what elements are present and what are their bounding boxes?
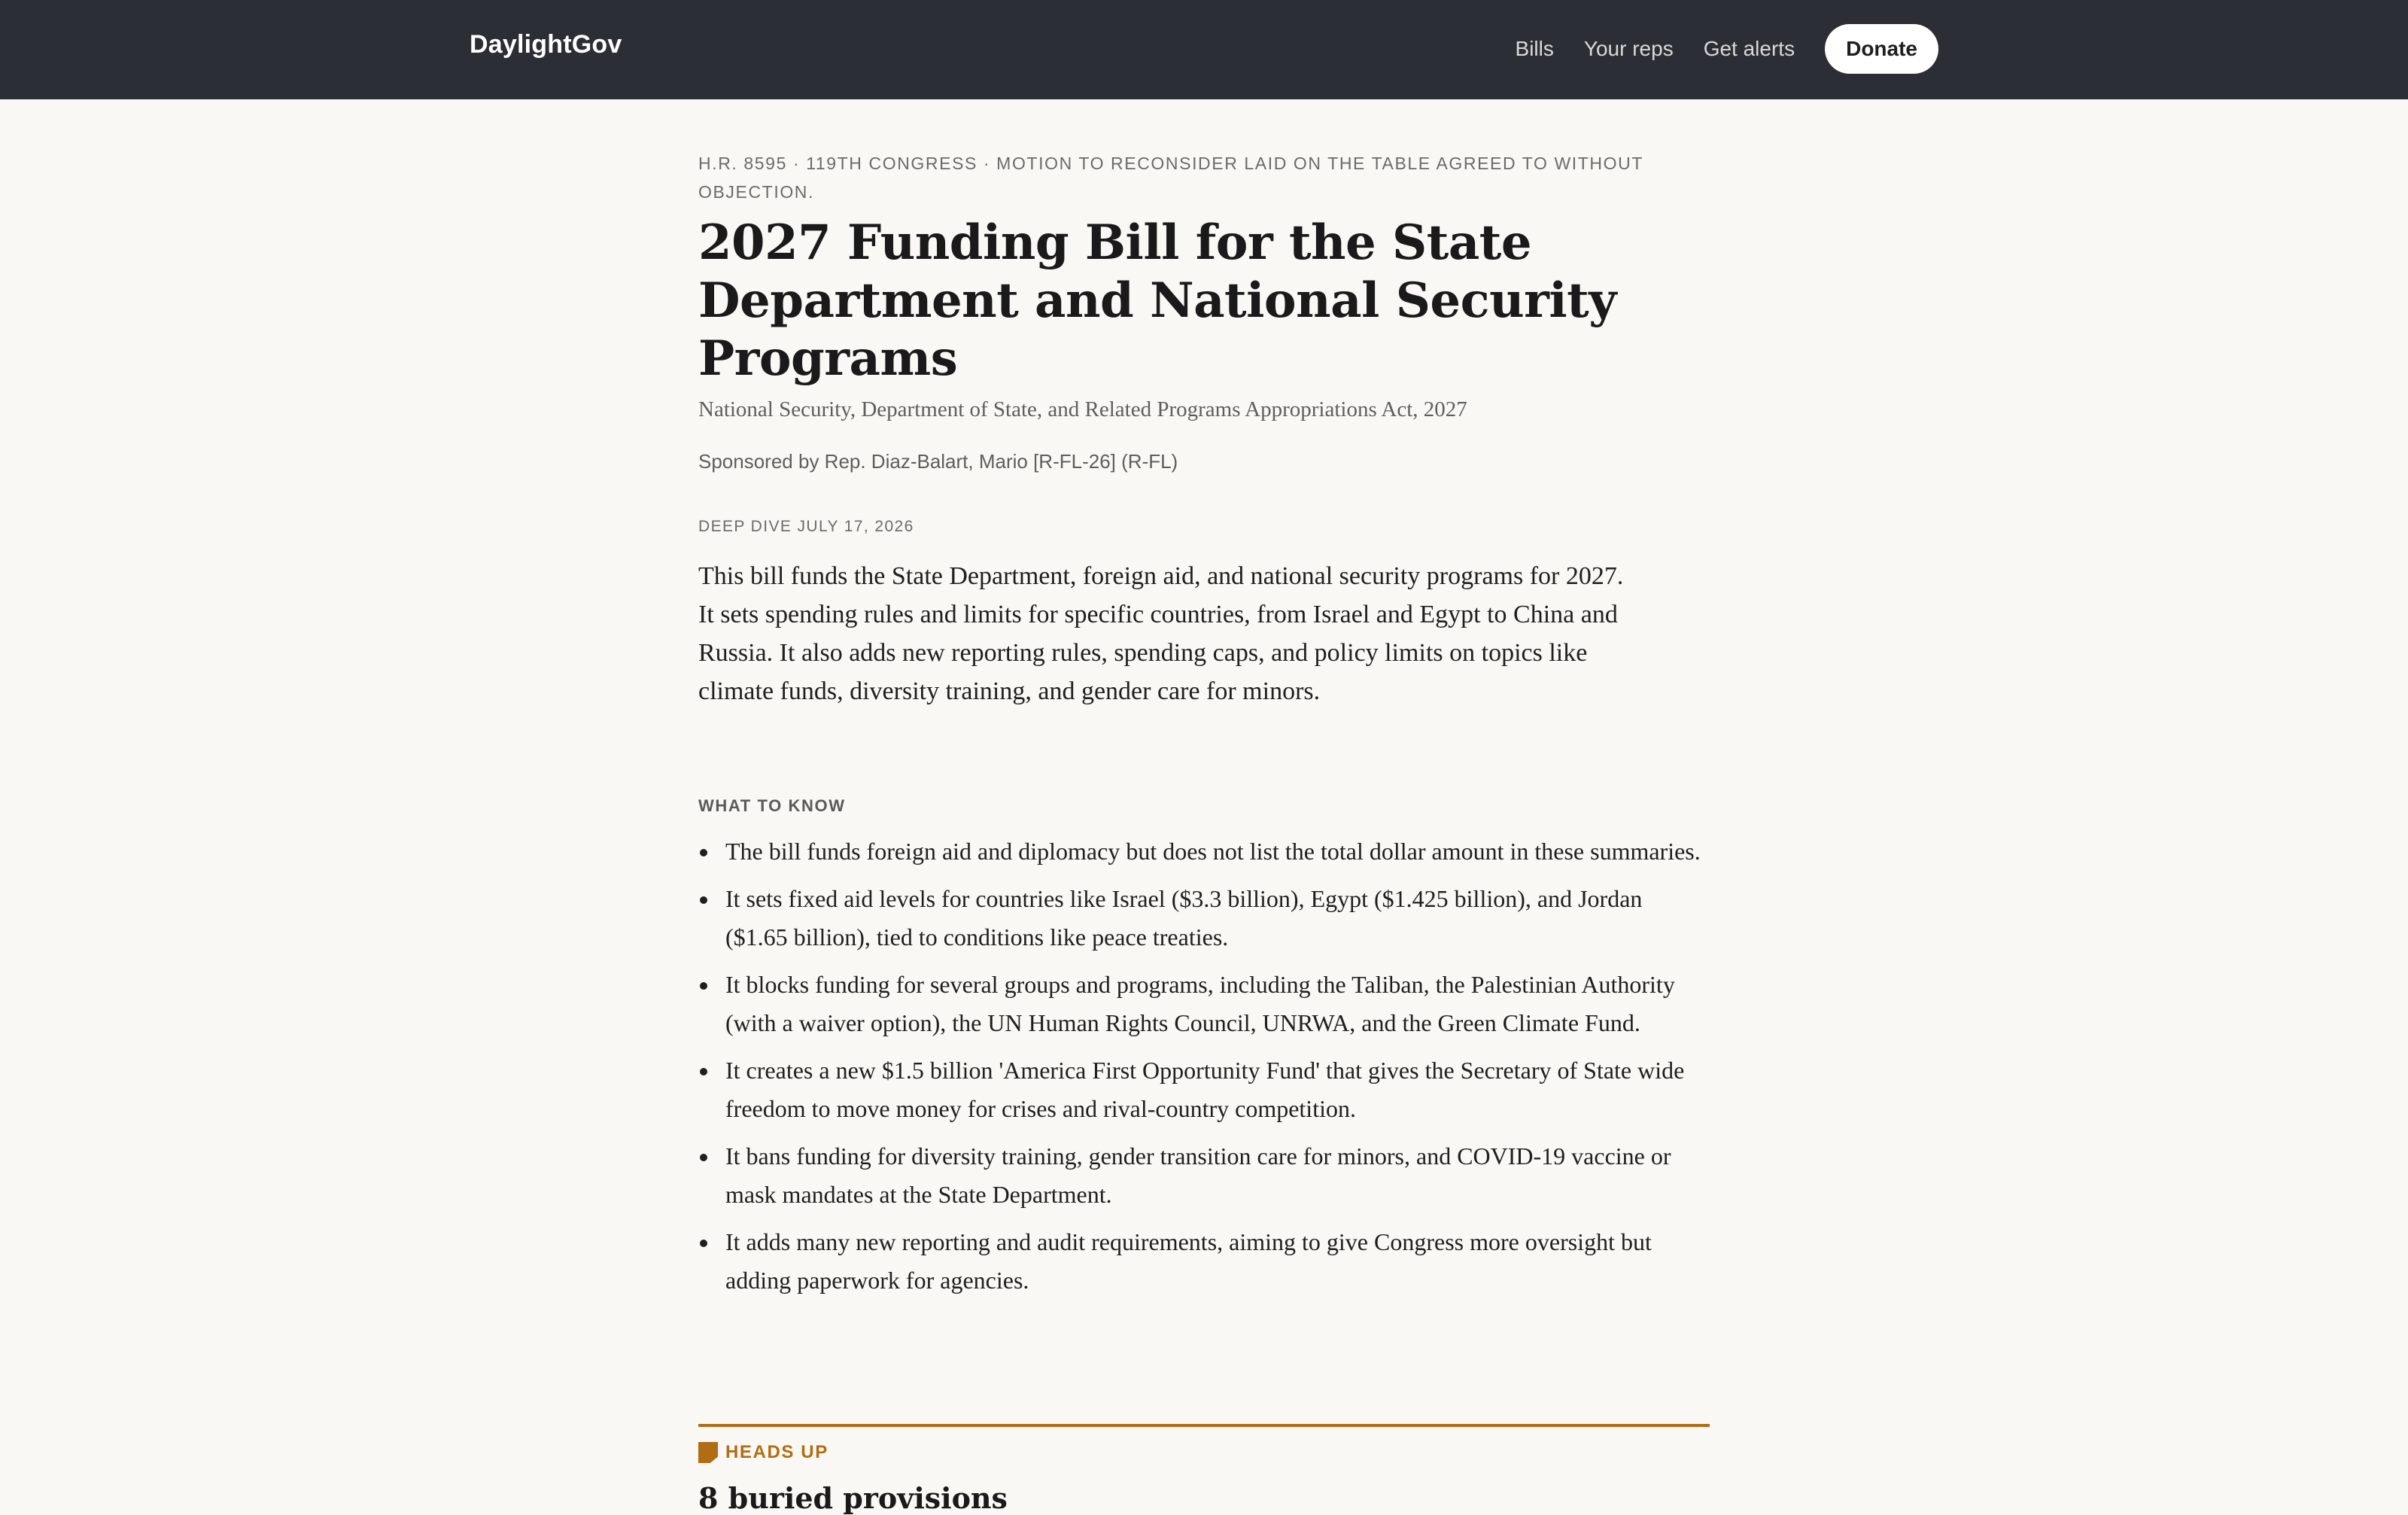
nav-link-bills[interactable]: Bills: [1515, 37, 1554, 60]
list-item: It creates a new $1.5 billion 'America First Opportunity Fund' that gives the Secretary of State wide freedom to move money for crises and rival-country competition.: [698, 1051, 1710, 1128]
top-navigation-bar: [0, 0, 2408, 99]
deep-dive-date: DEEP DIVE JULY 17, 2026: [698, 518, 914, 535]
bill-meta: H.R. 8595 · 119TH CONGRESS · MOTION TO RECONSIDER LAID ON THE TABLE AGREED TO WITHOUT OBJECTION.: [698, 154, 1643, 202]
heads-up-divider: [698, 1424, 1710, 1427]
list-item: It blocks funding for several groups and programs, including the Taliban, the Palestinian Authority (with a waiver option), the UN Human Rights Council, UNRWA, and the Green Climate Fund.: [698, 966, 1710, 1042]
main-nav: [1485, 24, 1938, 74]
nav-link-your-reps[interactable]: Your reps: [1583, 37, 1674, 60]
heads-up-label: [698, 1442, 829, 1463]
list-item: It adds many new reporting and audit requirements, aiming to give Congress more oversight but adding paperwork for agencies.: [698, 1223, 1710, 1300]
heads-up-text: HEADS UP: [725, 1442, 829, 1462]
official-title: National Security, Department of State, and Related Programs Appropriations Act, 2027: [698, 397, 1467, 421]
list-item: It bans funding for diversity training, gender transition care for minors, and COVID-19 vaccine or mask mandates at the State Department.: [698, 1137, 1710, 1214]
what-to-know-heading: WHAT TO KNOW: [698, 796, 846, 815]
list-item: The bill funds foreign aid and diplomacy but does not list the total dollar amount in these summaries.: [698, 832, 1710, 871]
what-to-know-list: [698, 832, 1710, 1309]
nav-link-get-alerts[interactable]: Get alerts: [1703, 37, 1795, 60]
flag-icon: [698, 1442, 718, 1463]
brand-logo[interactable]: DaylightGov: [470, 30, 622, 59]
list-item: It sets fixed aid levels for countries like Israel ($3.3 billion), Egypt ($1.425 billion), and Jordan ($1.65 billion), tied to conditions like peace treaties.: [698, 880, 1710, 957]
donate-button[interactable]: Donate: [1825, 24, 1938, 74]
sponsor-line: Sponsored by Rep. Diaz-Balart, Mario [R-FL-26] (R-FL): [698, 450, 1178, 473]
bill-summary: This bill funds the State Department, foreign aid, and national security programs for 2027. It sets spending rules and limits for specific countries, from Israel and Egypt to China and Russia. It also adds new reporting rules, spending caps, and policy limits on topics like climate funds, diversity training, and gender care for minors.: [698, 562, 1624, 705]
page-title: 2027 Funding Bill for the State Department and National Security Programs: [698, 214, 1616, 387]
buried-provisions-heading: 8 buried provisions: [698, 1481, 1008, 1515]
